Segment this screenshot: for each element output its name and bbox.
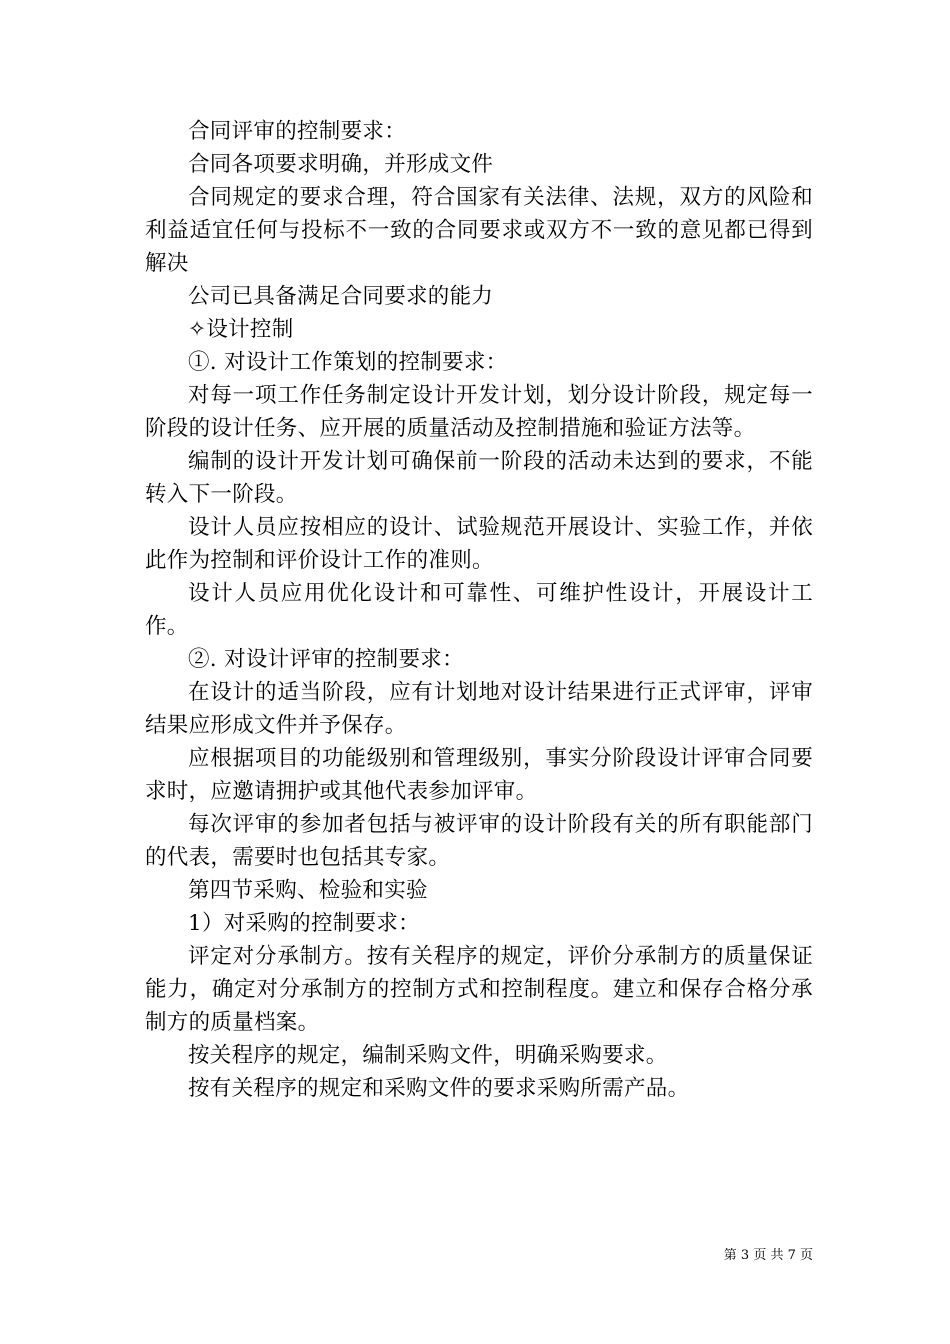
paragraph: 公司已具备满足合同要求的能力	[188, 284, 494, 309]
subsection-heading: 1）对采购的控制要求：	[188, 911, 420, 936]
page-number-footer: 第 3 页 共 7 页	[723, 1248, 813, 1263]
section-heading: ✧设计控制	[188, 317, 294, 342]
paragraph: 应根据项目的功能级别和管理级别，事实分阶段设计评审合同要求时，应邀请拥护或其他代表参加评审。	[145, 746, 813, 804]
subsection-heading: ①. 对设计工作策划的控制要求：	[188, 350, 508, 375]
paragraph: 每次评审的参加者包括与被评审的设计阶段有关的所有职能部门的代表，需要时也包括其专家。	[145, 812, 813, 870]
paragraph: 对每一项工作任务制定设计开发计划，划分设计阶段，规定每一阶段的设计任务、应开展的质量活动及控制措施和验证方法等。	[145, 383, 813, 441]
section-heading: 第四节采购、检验和实验	[188, 878, 428, 903]
document-body	[145, 115, 813, 1105]
paragraph: 编制的设计开发计划可确保前一阶段的活动未达到的要求，不能转入下一阶段。	[145, 449, 813, 507]
paragraph: 按关程序的规定，编制采购文件，明确采购要求。	[188, 1043, 668, 1068]
paragraph: 按有关程序的规定和采购文件的要求采购所需产品。	[188, 1076, 690, 1101]
paragraph: 设计人员应按相应的设计、试验规范开展设计、实验工作，并依此作为控制和评价设计工作的准则。	[145, 515, 813, 573]
paragraph: 合同评审的控制要求：	[188, 119, 407, 144]
paragraph: 评定对分承制方。按有关程序的规定，评价分承制方的质量保证能力，确定对分承制方的控制方式和控制程度。建立和保存合格分承制方的质量档案。	[145, 944, 813, 1035]
paragraph: 在设计的适当阶段，应有计划地对设计结果进行正式评审，评审结果应形成文件并予保存。	[145, 680, 813, 738]
paragraph: 合同规定的要求合理，符合国家有关法律、法规，双方的风险和利益适宜任何与投标不一致的合同要求或双方不一致的意见都已得到解决	[145, 185, 813, 276]
subsection-heading: ②. 对设计评审的控制要求：	[188, 647, 464, 672]
paragraph: 合同各项要求明确，并形成文件	[188, 152, 494, 177]
paragraph: 设计人员应用优化设计和可靠性、可维护性设计，开展设计工作。	[145, 581, 813, 639]
